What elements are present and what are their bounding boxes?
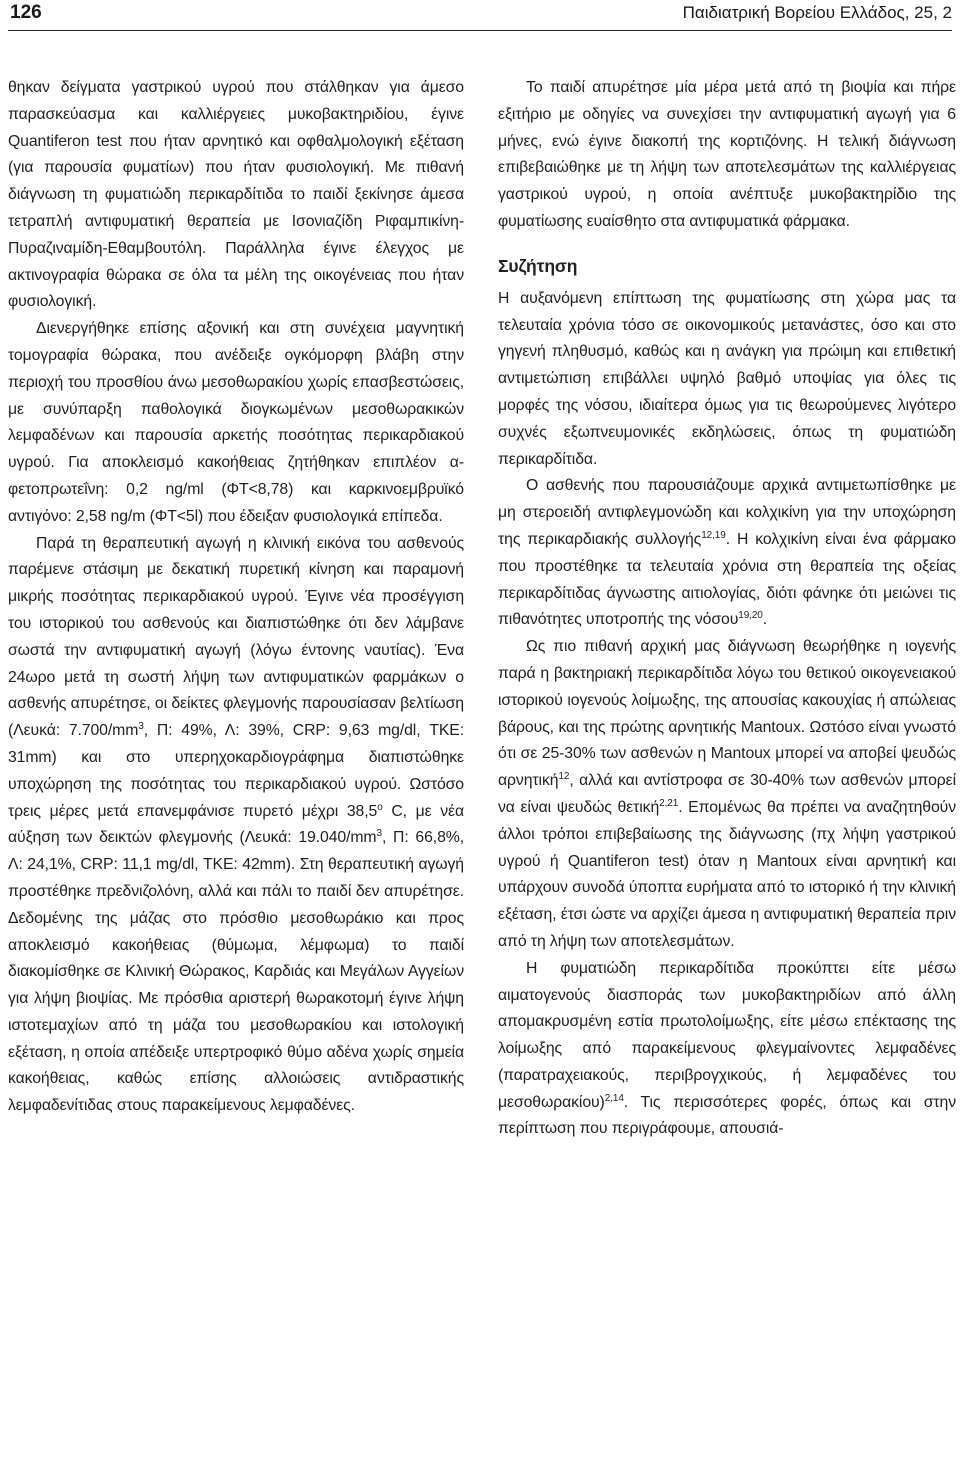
page-number: 126 xyxy=(10,2,42,23)
paragraph xyxy=(498,473,956,634)
citation-superscript: 12 xyxy=(558,771,570,783)
paragraph xyxy=(8,531,464,1121)
text-run: , Π: 49%, Λ: 39%, CRP: 9,63 mg/dl, ΤΚΕ: 31mm) και στο υπερηχοκαρδιογράφημα διαπιστώθηκε υποχώρηση της ποσότητας του περικαρδιακού υγρού. Ωστόσο τρεις μέρες μετά επανεμφάνισε πυρετό μέχρι 38,5 xyxy=(8,722,465,820)
superscript: 3 xyxy=(376,828,382,840)
header-divider xyxy=(8,30,952,31)
text-run: Ο ασθενής που παρουσιάζουμε αρχικά αντιμετωπίσθηκε με μη στεροειδή αντιφλεγμονώδη και κολχικίνη για την υποχώρηση της περικαρδιακής συλλογής xyxy=(498,477,956,548)
paragraph: Η αυξανόμενη επίπτωση της φυματίωσης στη χώρα μας τα τελευταία χρόνια τόσο σε οικονομικούς μετανάστες, όσο και στο γηγενή πληθυσμό, καθώς και η ανάγκη για πρώιμη και επιθετική αντιμετώπιση επιβάλλει υψηλό βαθμό υποψίας για όλες τις μορφές της νόσου, ιδιαίτερα όμως για τις θεωρούμενες λιγότερο συχνές εξωπνευμονικές εκδηλώσεις, όπως τη φυματιώδη περικαρδίτιδα. xyxy=(498,289,956,468)
text-run: Ως πιο πιθανή αρχική μας διάγνωση θεωρήθηκε η ιογενής παρά η βακτηριακή περικαρδίτιδα λόγω του θετικού οικογενειακού ιστορικού ιογενούς λοίμωξης, της απουσίας κακουχίας ή απώλειας βάρους, και της πρώτης αρνητικής Mantoux. Ωστόσο είναι γνωστό ότι σε 25-30% των ασθενών η Mantoux μπορεί να αποβεί ψευδώς αρνητική xyxy=(498,638,956,790)
text-run: C, με νέα αύξηση των δεικτών φλεγμονής (Λευκά: 19.040/mm xyxy=(8,802,465,847)
text-run: , αλλά και αντίστροφα σε 30-40% των ασθενών μπορεί να είναι ψευδώς θετική xyxy=(498,772,956,816)
text-run: . Η κολχικίνη είναι ένα φάρμακο που προστέθηκε τα τελευταία χρόνια στη θεραπεία της οξείας περικαρδίτιδας άγνωστης αιτιολογίας, διότι φάνηκε ότι μειώνει τις πιθανότητες υποτροπής της νόσου xyxy=(498,530,956,629)
text-run: Παρά τη θεραπευτική αγωγή η κλινική εικόνα του ασθενούς παρέμενε στάσιμη με δεκατική πυρετική κίνηση και παραμονή μικρής ποσότητας περικαρδιακού υγρού. Έγινε νέα προσέγγιση του ιστορικού του ασθενούς και διαπιστώθηκε ότι δεν λάμβανε σωστά την αντιφυματική αγωγή (λόγω έντονης ναυτίας). Ένα 24ωρο μετά τη σωστή λήψη των αντιφυματικών φαρμάκων ο ασθενής απυρέτησε, οι δείκτες φλεγμονής παρουσίασαν βελτίωση (Λευκά: 7.700/mm xyxy=(8,534,464,740)
paragraph: Διενεργήθηκε επίσης αξονική και στη συνέχεια μαγνητική τομογραφία θώρακα, που ανέδειξε ογκόμορφη βλάβη στην περιοχή του προσθίου άνω μεσοθωρακίου χωρίς επασβεστώσεις, με συνύπαρξη παθολογικά διογκωμένων μεσοθωρακικών λεμφαδένων και παρουσία αρκετής ποσότητας περικαρδιακού υγρού. Για αποκλεισμό κακοήθειας ζητήθηκαν επιπλέον α-φετοπρωτεΐνη: 0,2 ng/ml (ΦΤ<8,78) και καρκινοεμβρυϊκό αντιγόνο: 2,58 ng/m (ΦΤ<5l) που έδειξαν φυσιολογικά επίπεδα. xyxy=(8,320,464,525)
text-run: , Π: 66,8%, Λ: 24,1%, CRP: 11,1 mg/dl, ΤΚΕ: 42mm). Στη θεραπευτική αγωγή προστέθηκε πρεδνιζολόνη, αλλά και πάλι το παιδί δεν απυρέτησε. Δεδομένης της μάζας στο πρόσθιο μεσοθωράκιο και προς αποκλεισμό κακοήθειας (θύμωμα, λέμφωμα) το παιδί διακομίσθηκε σε Κλινική Θώρακος, Καρδιάς και Μεγάλων Αγγείων για λήψη βιοψίας. Με πρόσθια αριστερή θωρακοτομή έγινε λήψη ιστοτεμαχίων από τη μάζα του μεσοθωρακίου και ιστολογική εξέταση, η οποία απέδειξε υπερτροφικό θύμο αδένα χωρίς σημεία κακοήθειας, καθώς επίσης αλλοιώσεις αντιδραστικής λεμφαδενίτιδας στους παρακείμενους λεμφαδένες. xyxy=(8,829,465,1115)
superscript: 3 xyxy=(138,721,144,733)
paragraph xyxy=(498,956,956,1144)
citation-superscript: 2,21 xyxy=(659,797,679,809)
text-run: . Επομένως θα πρέπει να αναζητηθούν άλλοι τρόποι επιβεβαίωσης της διάγνωσης (πχ λήψη γαστρικού υγρού ή Quantiferon test) όταν η Mantoux είναι αρνητική και υπάρχουν συνοδά ύποπτα ευρήματα από το ιστορικό ή την κλινική εξέταση, έτσι ώστε να αρχίζει άμεσα η αντιφυματική θεραπεία πριν από τη λήψη των αποτελεσμάτων. xyxy=(498,798,956,950)
text-run: Η φυματιώδη περικαρδίτιδα προκύπτει είτε μέσω αιματογενούς διασποράς των μυκοβακτηριδίων από άλλη απομακρυσμένη εστία πρωτολοίμωξης, είτε μέσω επέκτασης της λοίμωξης από παρακείμενους φλεγμαίνοντες λεμφαδένες (παρατραχειακούς, περιβρογχικούς, ή λεμφαδένες του μεσοθωρακίου) xyxy=(498,959,956,1111)
paragraph: θηκαν δείγματα γαστρικού υγρού που στάλθηκαν για άμεσο παρασκεύασμα και καλλιέργειες μυκοβακτηριδίου, έγινε Quantiferon test που ήταν αρνητικό και οφθαλμολογική εξέταση (για παρουσία φυματίων) που ήταν φυσιολογική. Με πιθανή διάγνωση τη φυματιώδη περικαρδίτιδα το παιδί ξεκίνησε άμεσα τετραπλή αντιφυματική θεραπεία με Ισονιαζίδη Ριφαμπικίνη-Πυραζιναμίδη-Εθαμβουτόλη. Παράλληλα έγινε έλεγχος με ακτινογραφία θώρακα σε όλα τα μέλη της οικογένειας που ήταν φυσιολογική. xyxy=(8,79,464,311)
superscript: ο xyxy=(377,801,383,813)
running-header xyxy=(8,0,952,30)
right-column xyxy=(498,75,956,1143)
paragraph: Το παιδί απυρέτησε μία μέρα μετά από τη βιοψία και πήρε εξιτήριο με οδηγίες να συνεχίσει την αντιφυματική αγωγή για 6 μήνες, ενώ έγινε διακοπή της κορτιζόνης. Η τελική διάγνωση επιβεβαιώθηκε με τη λήψη των αποτελεσμάτων της καλλιέργειας γαστρικού υγρού, η οποία ανέπτυξε μυκοβακτηρίδιο της φυματίωσης ευαίσθητο στα αντιφυματικά φάρμακα. xyxy=(498,79,956,230)
paragraph xyxy=(498,634,956,956)
section-heading: Συζήτηση xyxy=(498,255,578,276)
journal-title: Παιδιατρική Βορείου Ελλάδος, 25, 2 xyxy=(682,3,952,22)
citation-superscript: 19,20 xyxy=(738,610,763,622)
text-run: . Τις περισσότερες φορές, όπως και στην περίπτωση που περιγράφουμε, απουσιά- xyxy=(498,1093,956,1138)
left-column xyxy=(8,75,464,1120)
text-run: . xyxy=(762,611,768,629)
citation-superscript: 12,19 xyxy=(701,529,726,541)
citation-superscript: 2,14 xyxy=(604,1092,624,1104)
